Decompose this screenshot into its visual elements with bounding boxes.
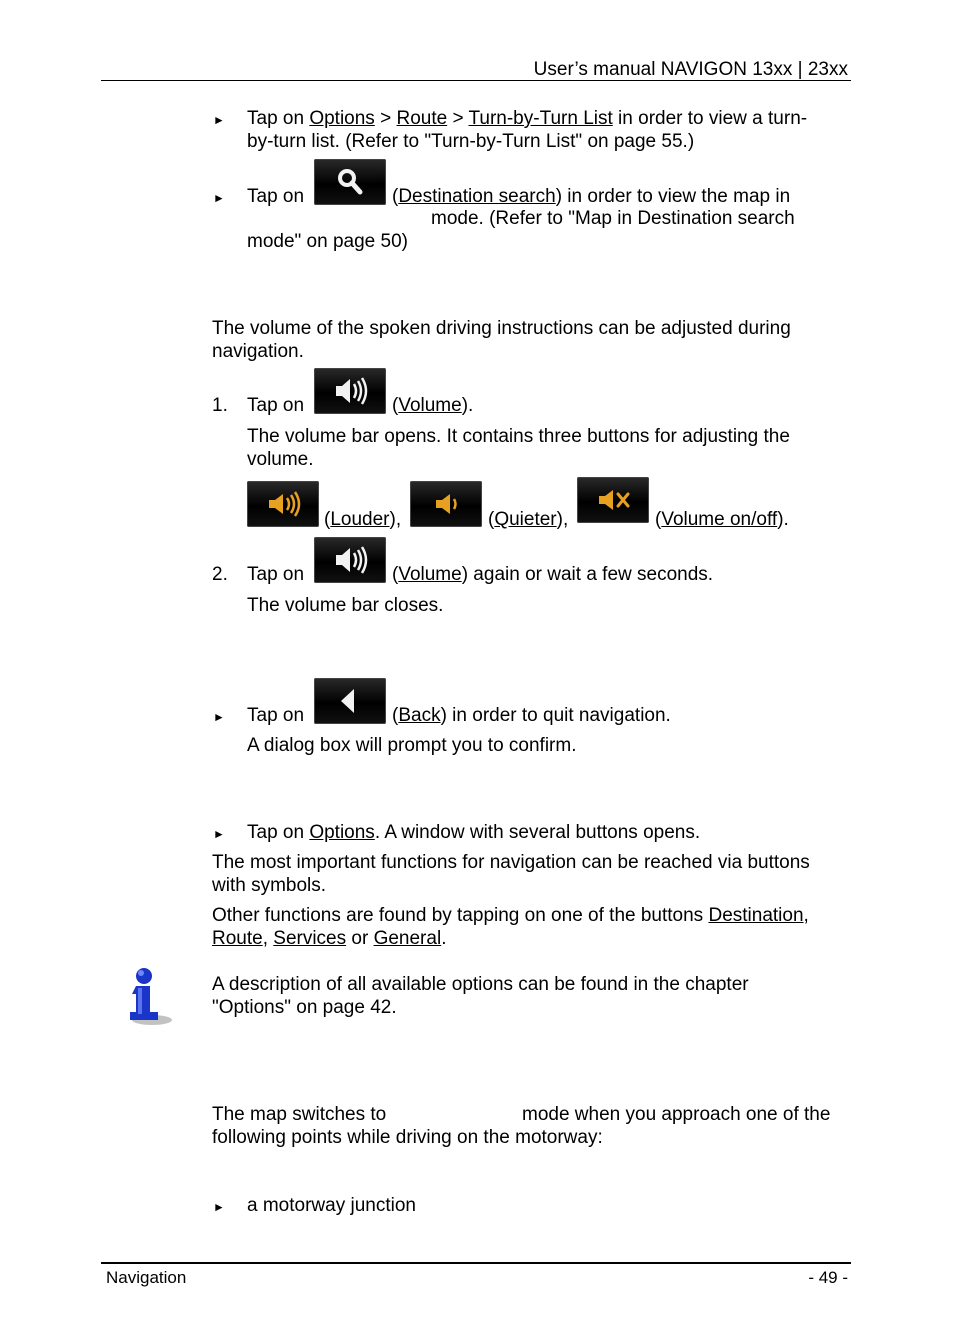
turn-by-turn-list-link[interactable]: Turn-by-Turn List — [468, 108, 613, 129]
back-link[interactable]: Back — [398, 705, 441, 726]
speaker-icon — [314, 368, 386, 414]
page-number: - 49 - — [808, 1268, 848, 1287]
info-figure-icon — [122, 966, 178, 1028]
tap-on-label: Tap on — [247, 395, 305, 416]
quieter-label: (Quieter), — [488, 509, 569, 530]
speaker-mute-icon — [577, 477, 649, 523]
destination-search-button[interactable] — [314, 159, 386, 205]
destination-search-link[interactable]: Destination search — [398, 186, 556, 207]
quieter-button[interactable] — [410, 481, 482, 527]
motorway-text-2: following points while driving on the motorway: — [212, 1127, 603, 1148]
options-paragraph-1: The most important functions for navigation can be reached via buttons with symbols. — [212, 852, 810, 896]
volume-bar-description: The volume bar opens. It contains three buttons for adjusting the volume. — [247, 426, 790, 470]
volume-link[interactable]: Volume — [398, 395, 462, 416]
bullet-marker: ► — [213, 1200, 225, 1214]
destination-search-line3: mode" on page 50) — [247, 231, 408, 252]
volume-link[interactable]: Volume — [398, 564, 462, 585]
motorway-junction-item: a motorway junction — [247, 1195, 416, 1216]
destination-search-text: (Destination search) in order to view the map in — [392, 186, 791, 207]
volume-on-off-link[interactable]: Volume on/off — [661, 509, 778, 530]
volume-button[interactable] — [314, 368, 386, 414]
speaker-quieter-icon — [410, 481, 482, 527]
route-link[interactable]: Route — [212, 928, 263, 949]
speaker-icon — [314, 537, 386, 583]
confirm-dialog-text: A dialog box will prompt you to confirm. — [247, 735, 577, 756]
volume-label: (Volume). — [392, 395, 474, 416]
volume-on-off-label: (Volume on/off). — [655, 509, 789, 530]
footer-rule — [101, 1262, 851, 1264]
options-paragraph-2: Other functions are found by tapping on one of the buttons Destination, Route, Services or General. — [212, 905, 809, 949]
back-label: (Back) in order to quit navigation. — [392, 705, 671, 726]
bullet-marker: ► — [213, 191, 225, 205]
route-link[interactable]: Route — [396, 108, 448, 129]
options-link[interactable]: Options — [309, 822, 375, 843]
motorway-text-1a: The map switches to — [212, 1104, 387, 1125]
header-rule — [101, 80, 851, 81]
volume-on-off-button[interactable] — [577, 477, 649, 523]
bullet-marker: ► — [213, 827, 225, 841]
destination-search-line2: mode. (Refer to "Map in Destination search — [431, 208, 795, 229]
louder-link[interactable]: Louder — [330, 509, 390, 530]
general-link[interactable]: General — [373, 928, 442, 949]
bullet-marker: ► — [213, 113, 225, 127]
step-2-number: 2. — [212, 564, 228, 585]
volume-bar-closes: The volume bar closes. — [247, 595, 444, 616]
motorway-text-1b: mode when you approach one of the — [522, 1104, 831, 1125]
tap-on-label: Tap on — [247, 705, 305, 726]
footer-section: Navigation — [106, 1268, 187, 1287]
bullet-marker: ► — [213, 710, 225, 724]
tap-on-label: Tap on — [247, 564, 305, 585]
tap-on-label: Tap on — [247, 186, 305, 207]
volume-again-label: (Volume) again or wait a few seconds. — [392, 564, 714, 585]
options-link[interactable]: Options — [309, 108, 375, 129]
options-instruction: Tap on Options. A window with several buttons opens. — [247, 822, 701, 843]
louder-button[interactable] — [247, 481, 319, 527]
louder-label: (Louder), — [324, 509, 402, 530]
volume-button[interactable] — [314, 537, 386, 583]
turn-list-instruction: Tap on Options > Route > Turn-by-Turn List in order to view a turn- by-turn list. (Refer to "Turn-by-Turn List" on page 55.) — [247, 108, 808, 152]
volume-intro: The volume of the spoken driving instructions can be adjusted during navigation. — [212, 318, 791, 362]
step-1-number: 1. — [212, 395, 228, 416]
back-button[interactable] — [314, 678, 386, 724]
magnifier-icon — [314, 159, 386, 205]
info-note: A description of all available options can be found in the chapter "Options" on page 42. — [212, 974, 749, 1018]
back-arrow-icon — [314, 678, 386, 724]
services-link[interactable]: Services — [273, 928, 347, 949]
header-title: User’s manual NAVIGON 13xx | 23xx — [533, 59, 848, 80]
destination-link[interactable]: Destination — [708, 905, 804, 926]
quieter-link[interactable]: Quieter — [494, 509, 557, 530]
speaker-louder-icon — [247, 481, 319, 527]
